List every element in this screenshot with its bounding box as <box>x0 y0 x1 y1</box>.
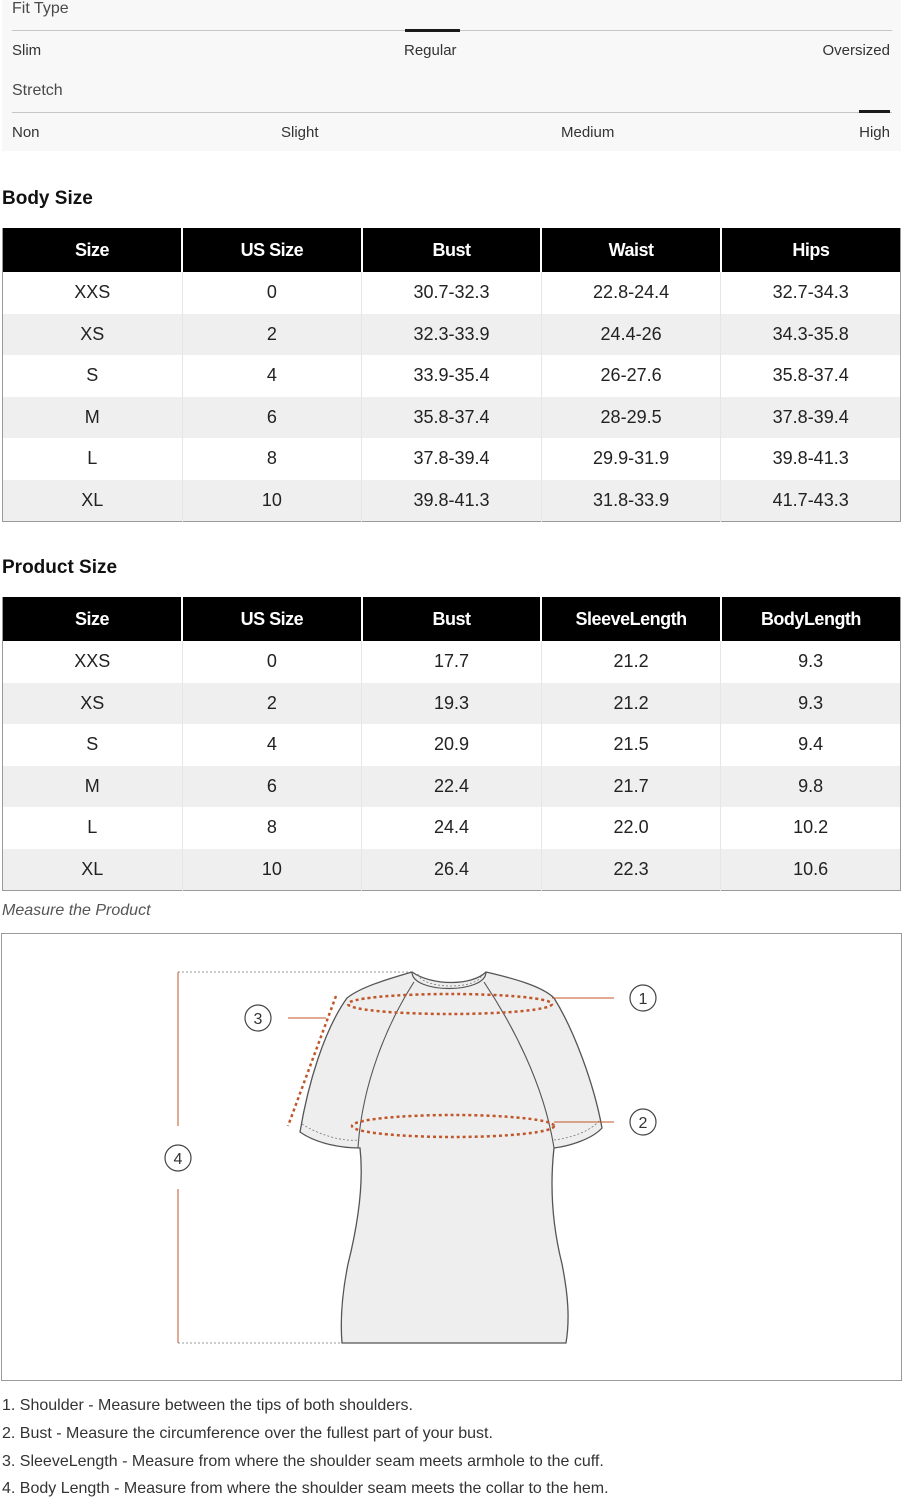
header-bust: Bust <box>362 227 542 272</box>
cell: 19.3 <box>362 683 542 725</box>
cell: 21.2 <box>541 683 721 725</box>
cell: 31.8-33.9 <box>541 480 721 522</box>
table-row <box>3 766 901 808</box>
cell: 22.8-24.4 <box>541 272 721 314</box>
stretch-label: Stretch <box>12 82 63 99</box>
body-size-title: Body Size <box>2 188 93 209</box>
fit-type-option-oversized: Oversized <box>822 42 890 59</box>
product-size-table <box>2 595 901 891</box>
cell: S <box>3 724 183 766</box>
cell: 0 <box>182 272 362 314</box>
stretch-option-medium: Medium <box>561 124 615 141</box>
cell: 8 <box>182 438 362 480</box>
marker-2-label: 2 <box>638 1115 648 1132</box>
fit-type-option-regular: Regular <box>404 42 457 59</box>
header-size: Size <box>3 227 183 272</box>
table-row <box>3 724 901 766</box>
cell: 26-27.6 <box>541 355 721 397</box>
table-header-row <box>3 596 901 641</box>
cell: 41.7-43.3 <box>721 480 901 522</box>
header-size: Size <box>3 596 183 641</box>
cell: 22.4 <box>362 766 542 808</box>
header-body-length: BodyLength <box>721 596 901 641</box>
cell: 9.3 <box>721 683 901 725</box>
stretch-track <box>12 112 892 113</box>
cell: 10.2 <box>793 817 829 838</box>
cell: 21.2 <box>541 641 721 683</box>
cell: 32.7-34.3 <box>772 282 849 303</box>
fit-type-option-slim: Slim <box>12 42 42 59</box>
table-header-row <box>3 227 901 272</box>
table-row <box>3 849 901 891</box>
header-hips: Hips <box>721 227 901 272</box>
table-row <box>3 438 901 480</box>
cell: 10 <box>182 849 362 891</box>
table-row <box>3 807 901 849</box>
cell: 9.8 <box>721 766 901 808</box>
cell: XS <box>3 314 183 356</box>
cell: 39.8-41.3 <box>362 480 542 522</box>
cell: 35.8-37.4 <box>362 397 542 439</box>
marker-1-icon <box>630 985 656 1011</box>
table-row <box>3 641 901 683</box>
cell: 9.3 <box>798 651 824 672</box>
note-bust: 2. Bust - Measure the circumference over the fullest part of your bust. <box>2 1424 493 1442</box>
cell: 21.7 <box>541 766 721 808</box>
tshirt-diagram <box>2 934 901 1380</box>
cell: 17.7 <box>362 641 542 683</box>
marker-3-icon <box>245 1005 271 1031</box>
body-size-table <box>2 226 901 522</box>
header-waist: Waist <box>541 227 721 272</box>
cell: 6 <box>182 766 362 808</box>
tshirt-outline <box>300 972 602 1343</box>
cell: 24.4 <box>362 807 542 849</box>
marker-3-label: 3 <box>253 1011 263 1028</box>
cell: L <box>3 438 183 480</box>
cell: 37.8-39.4 <box>362 438 542 480</box>
stretch-option-high: High <box>859 124 890 141</box>
table-row <box>3 314 901 356</box>
measure-diagram <box>1 933 902 1381</box>
cell: XL <box>3 849 183 891</box>
header-us-size: US Size <box>182 227 362 272</box>
cell: 39.8-41.3 <box>772 448 849 469</box>
cell: 9.4 <box>798 734 824 755</box>
table-row <box>3 272 901 314</box>
stretch-selected-marker <box>859 110 890 113</box>
cell: 26.4 <box>362 849 542 891</box>
cell: 32.3-33.9 <box>362 314 542 356</box>
cell: 6 <box>182 397 362 439</box>
header-sleeve-length: SleeveLength <box>541 596 721 641</box>
product-size-title: Product Size <box>2 557 118 578</box>
cell: 30.7-32.3 <box>362 272 542 314</box>
cell: XS <box>3 683 183 725</box>
table-row <box>3 397 901 439</box>
marker-1-label: 1 <box>638 991 648 1008</box>
cell: 2 <box>182 314 362 356</box>
stretch-option-non: Non <box>12 124 40 141</box>
measure-caption: Measure the Product <box>2 902 151 919</box>
cell: XXS <box>3 272 183 314</box>
table-row <box>3 683 901 725</box>
note-shoulder: 1. Shoulder - Measure between the tips of both shoulders. <box>2 1397 413 1414</box>
marker-2-icon <box>630 1109 656 1135</box>
cell: 10.6 <box>721 849 901 891</box>
cell: 29.9-31.9 <box>541 438 721 480</box>
cell: 24.4-26 <box>541 314 721 356</box>
cell: S <box>3 355 183 397</box>
note-sleeve-length: 3. SleeveLength - Measure from where the shoulder seam meets armhole to the cuff. <box>2 1452 604 1470</box>
cell: 35.8-37.4 <box>772 365 849 386</box>
header-bust: Bust <box>362 596 542 641</box>
cell: 34.3-35.8 <box>721 314 901 356</box>
cell: 0 <box>182 641 362 683</box>
marker-4-label: 4 <box>173 1151 183 1168</box>
note-body-length: 4. Body Length - Measure from where the shoulder seam meets the collar to the hem. <box>2 1480 609 1498</box>
cell: XL <box>3 480 183 522</box>
cell: 33.9-35.4 <box>362 355 542 397</box>
stretch-option-slight: Slight <box>281 124 319 141</box>
table-row <box>3 480 901 522</box>
cell: M <box>3 766 183 808</box>
header-us-size: US Size <box>182 596 362 641</box>
cell: M <box>3 397 183 439</box>
cell: 4 <box>182 355 362 397</box>
cell: XXS <box>3 641 183 683</box>
cell: 21.5 <box>541 724 721 766</box>
cell: 37.8-39.4 <box>721 397 901 439</box>
marker-4-icon <box>165 1145 191 1171</box>
cell: 22.0 <box>541 807 721 849</box>
cell: 22.3 <box>541 849 721 891</box>
cell: 20.9 <box>362 724 542 766</box>
fit-type-selected-marker <box>405 29 460 32</box>
cell: 4 <box>182 724 362 766</box>
cell: 2 <box>182 683 362 725</box>
fit-type-label: Fit Type <box>12 0 69 17</box>
measure-notes <box>2 1394 609 1505</box>
fit-panel <box>2 0 901 151</box>
cell: 28-29.5 <box>541 397 721 439</box>
table-row <box>3 355 901 397</box>
cell: L <box>3 807 183 849</box>
cell: 8 <box>182 807 362 849</box>
cell: 10 <box>182 480 362 522</box>
